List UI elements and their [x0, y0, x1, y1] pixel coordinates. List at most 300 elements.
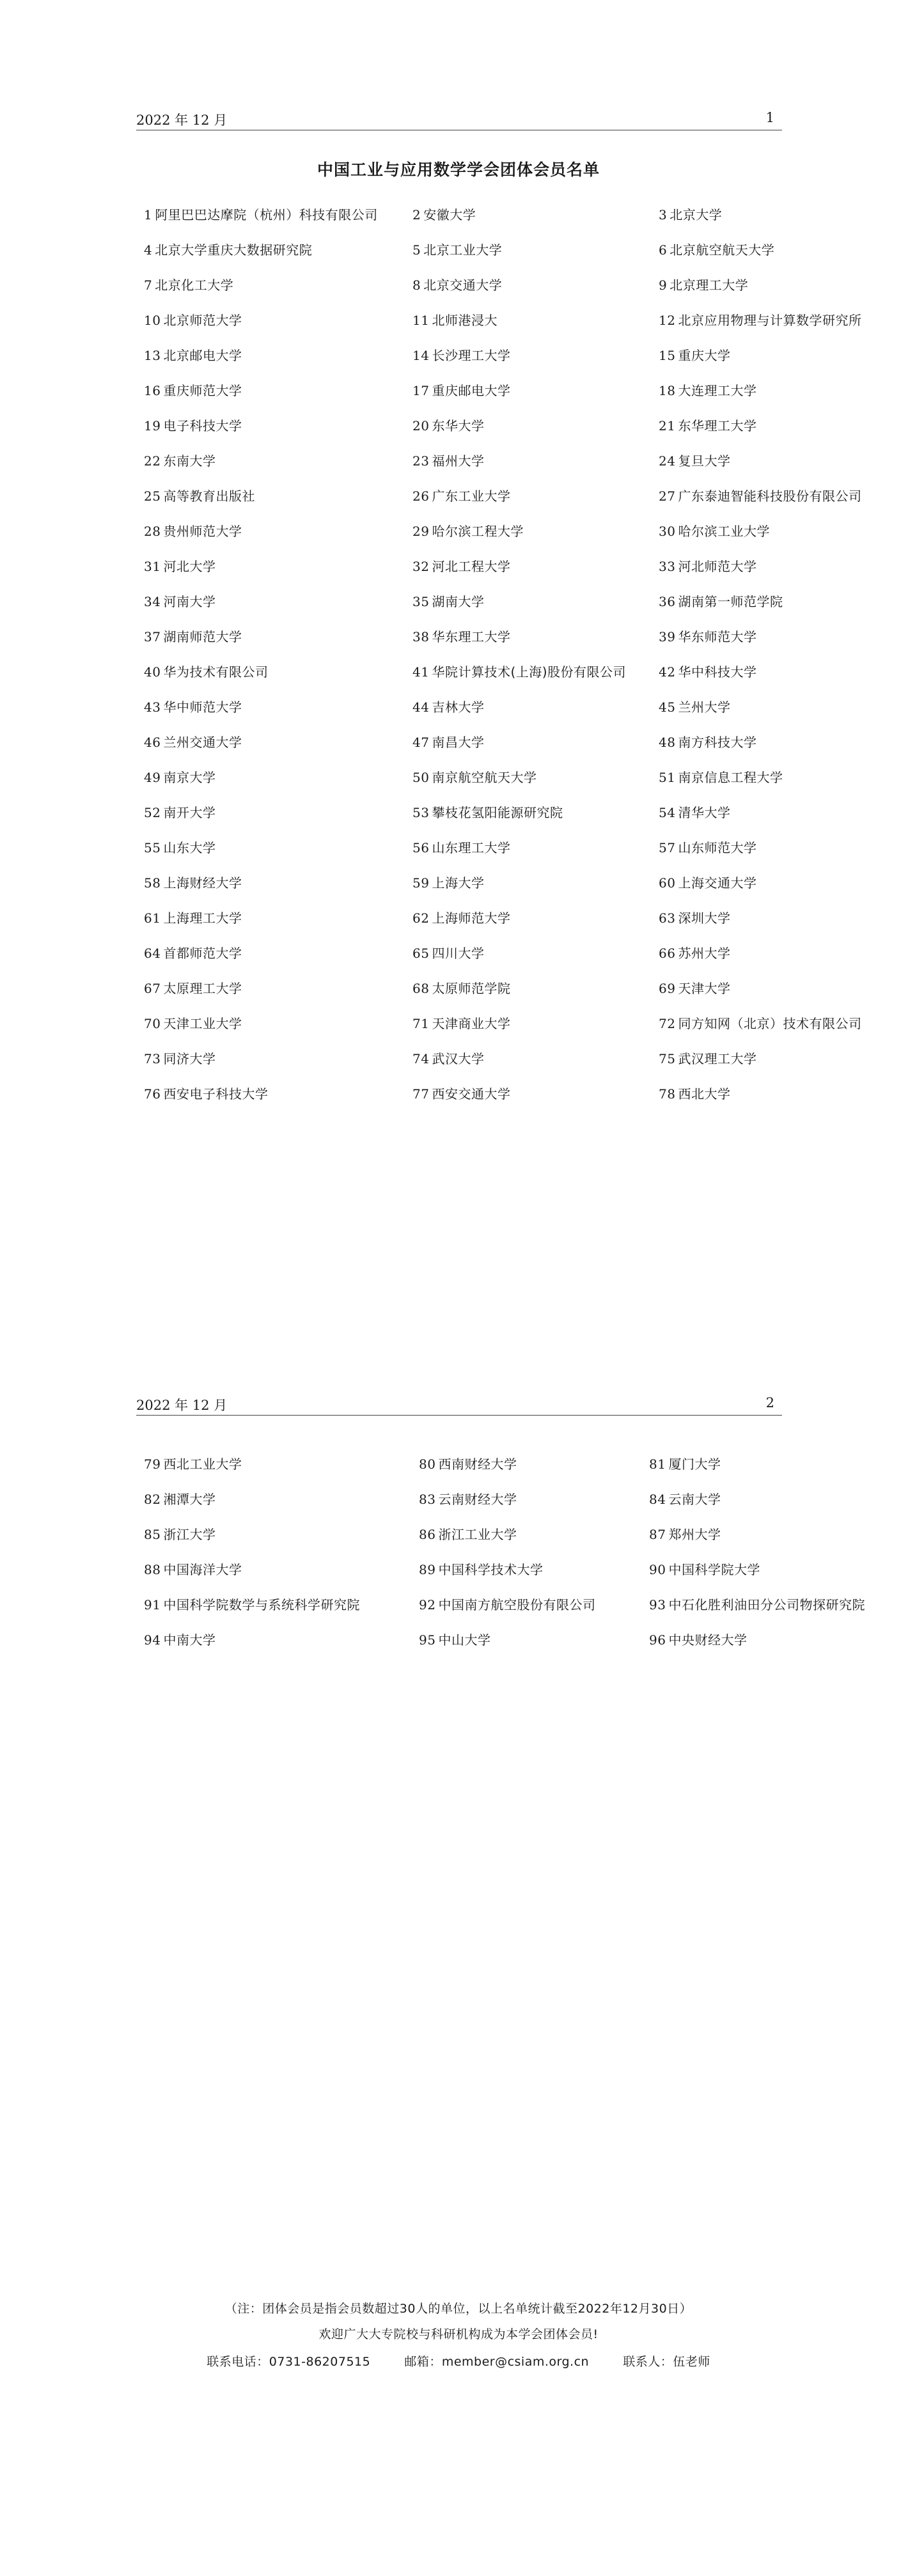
member-number: 55	[144, 840, 161, 855]
member-number: 45	[659, 699, 676, 715]
member-name: 苏州大学	[678, 946, 731, 961]
member-item	[659, 943, 902, 978]
member-name: 中石化胜利油田分公司物探研究院	[668, 1597, 865, 1612]
member-item	[412, 978, 659, 1013]
member-item	[659, 1013, 902, 1049]
member-name: 中山大学	[438, 1632, 491, 1648]
member-item	[144, 943, 412, 978]
member-number: 72	[659, 1016, 676, 1031]
member-number: 64	[144, 946, 161, 961]
member-number: 58	[144, 875, 161, 891]
member-number: 67	[144, 981, 161, 996]
member-item	[412, 1084, 659, 1119]
member-number: 43	[144, 699, 161, 715]
member-name: 兰州大学	[678, 699, 731, 715]
member-number: 66	[659, 946, 676, 961]
member-name: 郑州大学	[668, 1527, 721, 1542]
member-number: 7	[144, 277, 153, 293]
member-name: 上海大学	[432, 875, 485, 891]
member-item	[412, 908, 659, 943]
member-item	[412, 240, 659, 275]
member-number: 68	[412, 981, 430, 996]
member-item	[412, 943, 659, 978]
member-name: 华中师范大学	[163, 699, 242, 715]
member-number: 89	[419, 1562, 436, 1577]
member-name: 高等教育出版社	[163, 488, 255, 504]
member-number: 65	[412, 946, 430, 961]
member-item	[659, 345, 902, 380]
member-item	[412, 873, 659, 908]
member-number: 76	[144, 1086, 161, 1102]
member-number: 81	[649, 1456, 666, 1472]
member-number: 74	[412, 1051, 430, 1066]
member-name: 浙江大学	[163, 1527, 216, 1542]
member-number: 38	[412, 629, 430, 644]
member-item	[144, 416, 412, 451]
footer-welcome: 欢迎广大大专院校与科研机构成为本学会团体会员!	[318, 2327, 599, 2341]
member-number: 87	[649, 1527, 666, 1542]
member-name: 深圳大学	[678, 910, 731, 926]
member-name: 北京邮电大学	[163, 348, 242, 363]
footer-contact	[0, 2352, 917, 2369]
member-name: 南方科技大学	[678, 735, 757, 750]
member-number: 42	[659, 664, 676, 680]
member-name: 上海财经大学	[163, 875, 242, 891]
member-name: 西南财经大学	[438, 1456, 517, 1472]
member-number: 29	[412, 524, 430, 539]
document-title: 中国工业与应用数学学会团体会员名单	[317, 160, 600, 179]
member-number: 22	[144, 453, 161, 469]
member-number: 2	[412, 207, 421, 222]
member-name: 上海师范大学	[432, 910, 511, 926]
member-item	[649, 1630, 911, 1665]
member-item	[412, 345, 659, 380]
member-number: 25	[144, 488, 161, 504]
member-item	[144, 838, 412, 873]
member-list-page-2	[144, 1454, 911, 1665]
member-item	[412, 697, 659, 732]
member-item	[144, 1454, 419, 1489]
member-name: 安徽大学	[423, 207, 476, 222]
member-item	[144, 732, 412, 767]
member-number: 61	[144, 910, 161, 926]
member-number: 80	[419, 1456, 436, 1472]
member-name: 南昌大学	[432, 735, 485, 750]
member-number: 71	[412, 1016, 430, 1031]
member-item	[412, 591, 659, 627]
member-item	[144, 873, 412, 908]
member-name: 吉林大学	[432, 699, 485, 715]
member-item	[659, 380, 902, 416]
member-number: 78	[659, 1086, 676, 1102]
member-name: 中央财经大学	[668, 1632, 748, 1648]
member-item	[419, 1489, 649, 1524]
contact-email: 邮箱：member@csiam.org.cn	[404, 2355, 590, 2369]
document-page-2	[0, 1349, 917, 2576]
member-number: 62	[412, 910, 430, 926]
member-item	[144, 1630, 419, 1665]
member-number: 33	[659, 559, 676, 574]
member-item	[144, 978, 412, 1013]
member-number: 85	[144, 1527, 161, 1542]
member-number: 8	[412, 277, 421, 293]
member-item	[412, 310, 659, 345]
member-item	[419, 1559, 649, 1595]
member-name: 东华大学	[432, 418, 485, 433]
member-item	[144, 1524, 419, 1559]
member-number: 9	[659, 277, 668, 293]
member-item	[412, 732, 659, 767]
member-number: 1	[144, 207, 153, 222]
member-number: 24	[659, 453, 676, 469]
member-number: 30	[659, 524, 676, 539]
member-number: 69	[659, 981, 676, 996]
member-item	[412, 521, 659, 556]
member-number: 79	[144, 1456, 161, 1472]
page-header	[136, 110, 782, 129]
member-name: 四川大学	[432, 946, 485, 961]
member-number: 34	[144, 594, 161, 609]
member-item	[412, 1049, 659, 1084]
member-number: 88	[144, 1562, 161, 1577]
header-date: 2022 年 12 月	[136, 1398, 228, 1413]
member-item	[659, 767, 902, 802]
member-name: 北京理工大学	[670, 277, 749, 293]
member-name: 山东师范大学	[678, 840, 757, 855]
member-item	[144, 908, 412, 943]
member-name: 广东工业大学	[432, 488, 511, 504]
member-item	[659, 521, 902, 556]
member-number: 56	[412, 840, 430, 855]
member-item	[412, 838, 659, 873]
member-name: 浙江工业大学	[438, 1527, 517, 1542]
member-item	[412, 486, 659, 521]
member-item	[412, 627, 659, 662]
member-number: 35	[412, 594, 430, 609]
member-number: 39	[659, 629, 676, 644]
member-name: 长沙理工大学	[432, 348, 511, 363]
contact-phone: 联系电话：0731-86207515	[207, 2355, 371, 2369]
member-name: 云南财经大学	[438, 1492, 517, 1507]
member-name: 复旦大学	[678, 453, 731, 469]
member-name: 东华理工大学	[678, 418, 757, 433]
member-number: 36	[659, 594, 676, 609]
member-item	[649, 1559, 911, 1595]
member-number: 50	[412, 770, 430, 785]
member-item	[649, 1595, 911, 1630]
member-item	[412, 556, 659, 591]
member-item	[144, 380, 412, 416]
member-number: 52	[144, 805, 161, 820]
member-name: 重庆邮电大学	[432, 383, 511, 398]
member-item	[659, 556, 902, 591]
member-name: 华东师范大学	[678, 629, 757, 644]
member-item	[144, 662, 412, 697]
member-name: 广东泰迪智能科技股份有限公司	[678, 488, 862, 504]
member-number: 11	[412, 313, 430, 328]
member-item	[419, 1524, 649, 1559]
contact-person: 联系人：伍老师	[623, 2355, 710, 2369]
member-item	[649, 1524, 911, 1559]
member-number: 20	[412, 418, 430, 433]
member-number: 27	[659, 488, 676, 504]
member-item	[144, 1559, 419, 1595]
member-item	[144, 345, 412, 380]
member-number: 46	[144, 735, 161, 750]
member-item	[144, 627, 412, 662]
page-header	[136, 1395, 782, 1414]
member-name: 攀枝花氢阳能源研究院	[432, 805, 563, 820]
member-number: 92	[419, 1597, 436, 1612]
member-name: 上海交通大学	[678, 875, 757, 891]
member-name: 南开大学	[163, 805, 216, 820]
member-number: 47	[412, 735, 430, 750]
member-number: 94	[144, 1632, 161, 1648]
member-name: 上海理工大学	[163, 910, 242, 926]
member-name: 重庆大学	[678, 348, 731, 363]
footer-note: （注：团体会员是指会员数超过30人的单位，以上名单统计截至2022年12月30日）	[224, 2302, 693, 2316]
member-number: 48	[659, 735, 676, 750]
member-name: 电子科技大学	[163, 418, 242, 433]
member-number: 19	[144, 418, 161, 433]
member-name: 贵州师范大学	[163, 524, 242, 539]
member-item	[659, 275, 902, 310]
member-name: 中国南方航空股份有限公司	[438, 1597, 596, 1612]
member-number: 17	[412, 383, 430, 398]
member-item	[144, 240, 412, 275]
member-number: 96	[649, 1632, 666, 1648]
member-name: 中国科学技术大学	[438, 1562, 544, 1577]
member-item	[412, 662, 659, 697]
member-name: 福州大学	[432, 453, 485, 469]
member-number: 13	[144, 348, 161, 363]
member-item	[144, 1084, 412, 1119]
member-number: 10	[144, 313, 161, 328]
member-number: 82	[144, 1492, 161, 1507]
member-item	[649, 1454, 911, 1489]
member-number: 51	[659, 770, 676, 785]
member-name: 湖南第一师范学院	[678, 594, 783, 609]
member-number: 93	[649, 1597, 666, 1612]
member-number: 59	[412, 875, 430, 891]
member-name: 北师港浸大	[432, 313, 498, 328]
member-number: 31	[144, 559, 161, 574]
member-name: 华东理工大学	[432, 629, 511, 644]
member-item	[144, 486, 412, 521]
member-name: 同方知网（北京）技术有限公司	[678, 1016, 862, 1031]
member-number: 91	[144, 1597, 161, 1612]
member-number: 86	[419, 1527, 436, 1542]
member-number: 21	[659, 418, 676, 433]
member-name: 大连理工大学	[678, 383, 757, 398]
member-name: 太原师范学院	[432, 981, 511, 996]
member-item	[659, 627, 902, 662]
member-name: 河北大学	[163, 559, 216, 574]
member-name: 中国科学院大学	[668, 1562, 760, 1577]
member-name: 北京师范大学	[163, 313, 242, 328]
member-number: 18	[659, 383, 676, 398]
member-number: 54	[659, 805, 676, 820]
member-item	[144, 205, 412, 240]
member-name: 北京化工大学	[155, 277, 234, 293]
member-item	[144, 767, 412, 802]
member-item	[144, 451, 412, 486]
member-item	[659, 416, 902, 451]
member-item	[144, 1489, 419, 1524]
member-item	[659, 802, 902, 838]
member-item	[419, 1595, 649, 1630]
member-name: 西北大学	[678, 1086, 731, 1102]
member-name: 中南大学	[163, 1632, 216, 1648]
member-number: 3	[659, 207, 668, 222]
member-item	[144, 521, 412, 556]
member-number: 26	[412, 488, 430, 504]
member-name: 云南大学	[668, 1492, 721, 1507]
member-item	[144, 591, 412, 627]
member-name: 重庆师范大学	[163, 383, 242, 398]
member-item	[659, 310, 902, 345]
member-number: 83	[419, 1492, 436, 1507]
member-name: 阿里巴巴达摩院（杭州）科技有限公司	[155, 207, 378, 222]
member-number: 57	[659, 840, 676, 855]
member-item	[659, 205, 902, 240]
page-number: 1	[765, 110, 774, 125]
member-number: 37	[144, 629, 161, 644]
member-number: 32	[412, 559, 430, 574]
member-list-page-1	[144, 205, 902, 1119]
member-number: 28	[144, 524, 161, 539]
member-number: 23	[412, 453, 430, 469]
member-item	[659, 662, 902, 697]
member-name: 湖南师范大学	[163, 629, 242, 644]
member-item	[659, 838, 902, 873]
member-number: 63	[659, 910, 676, 926]
member-name: 西安电子科技大学	[163, 1086, 269, 1102]
member-item	[144, 310, 412, 345]
member-item	[412, 205, 659, 240]
member-item	[649, 1489, 911, 1524]
member-item	[419, 1630, 649, 1665]
member-item	[659, 486, 902, 521]
member-number: 75	[659, 1051, 676, 1066]
member-name: 南京航空航天大学	[432, 770, 537, 785]
member-item	[144, 1595, 419, 1630]
member-item	[419, 1454, 649, 1489]
member-item	[412, 802, 659, 838]
member-item	[144, 275, 412, 310]
member-item	[659, 697, 902, 732]
member-item	[659, 451, 902, 486]
header-date: 2022 年 12 月	[136, 113, 228, 128]
member-name: 北京大学重庆大数据研究院	[155, 242, 313, 258]
member-name: 同济大学	[163, 1051, 216, 1066]
member-name: 湘潭大学	[163, 1492, 216, 1507]
member-name: 武汉大学	[432, 1051, 485, 1066]
member-name: 哈尔滨工业大学	[678, 524, 770, 539]
member-item	[659, 873, 902, 908]
member-number: 4	[144, 242, 153, 258]
member-item	[659, 732, 902, 767]
member-item	[144, 697, 412, 732]
member-name: 武汉理工大学	[678, 1051, 757, 1066]
member-number: 95	[419, 1632, 436, 1648]
member-number: 14	[412, 348, 430, 363]
member-name: 清华大学	[678, 805, 731, 820]
member-item	[412, 416, 659, 451]
page-number: 2	[765, 1395, 774, 1410]
member-name: 南京大学	[163, 770, 216, 785]
member-name: 华中科技大学	[678, 664, 757, 680]
member-name: 华院计算技术(上海)股份有限公司	[432, 664, 627, 680]
member-number: 53	[412, 805, 430, 820]
member-number: 15	[659, 348, 676, 363]
member-number: 5	[412, 242, 421, 258]
member-name: 厦门大学	[668, 1456, 721, 1472]
member-item	[659, 591, 902, 627]
member-name: 天津商业大学	[432, 1016, 511, 1031]
member-name: 哈尔滨工程大学	[432, 524, 524, 539]
member-item	[412, 275, 659, 310]
member-name: 山东理工大学	[432, 840, 511, 855]
member-number: 49	[144, 770, 161, 785]
header-rule	[136, 1415, 782, 1416]
member-item	[412, 1013, 659, 1049]
member-name: 兰州交通大学	[163, 735, 242, 750]
member-number: 60	[659, 875, 676, 891]
member-name: 西安交通大学	[432, 1086, 511, 1102]
member-item	[144, 1013, 412, 1049]
member-item	[412, 767, 659, 802]
member-name: 中国科学院数学与系统科学研究院	[163, 1597, 360, 1612]
member-name: 天津工业大学	[163, 1016, 242, 1031]
member-item	[412, 380, 659, 416]
member-name: 湖南大学	[432, 594, 485, 609]
member-item	[659, 1049, 902, 1084]
member-item	[659, 1084, 902, 1119]
member-name: 河北工程大学	[432, 559, 511, 574]
member-number: 90	[649, 1562, 666, 1577]
member-name: 北京交通大学	[423, 277, 503, 293]
member-name: 天津大学	[678, 981, 731, 996]
member-number: 73	[144, 1051, 161, 1066]
member-number: 6	[659, 242, 668, 258]
member-name: 河南大学	[163, 594, 216, 609]
member-item	[144, 556, 412, 591]
member-number: 40	[144, 664, 161, 680]
member-name: 北京航空航天大学	[670, 242, 775, 258]
member-name: 中国海洋大学	[163, 1562, 242, 1577]
member-name: 北京应用物理与计算数学研究所	[678, 313, 862, 328]
member-item	[659, 240, 902, 275]
member-name: 河北师范大学	[678, 559, 757, 574]
member-name: 太原理工大学	[163, 981, 242, 996]
member-number: 12	[659, 313, 676, 328]
member-number: 77	[412, 1086, 430, 1102]
member-number: 16	[144, 383, 161, 398]
member-name: 北京大学	[670, 207, 723, 222]
member-number: 70	[144, 1016, 161, 1031]
member-name: 东南大学	[163, 453, 216, 469]
member-number: 41	[412, 664, 430, 680]
member-item	[144, 802, 412, 838]
member-item	[412, 451, 659, 486]
member-number: 84	[649, 1492, 666, 1507]
member-item	[144, 1049, 412, 1084]
member-number: 44	[412, 699, 430, 715]
member-name: 华为技术有限公司	[163, 664, 269, 680]
member-item	[659, 908, 902, 943]
member-name: 西北工业大学	[163, 1456, 242, 1472]
